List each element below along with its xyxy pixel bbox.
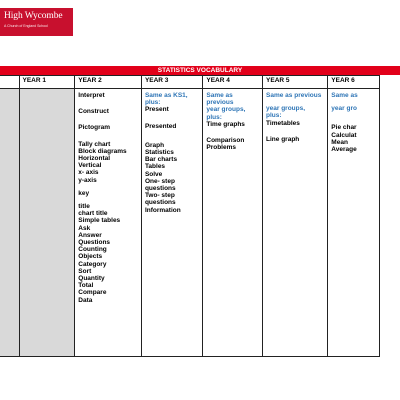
year-6-intro: year gro [331, 105, 357, 113]
year-2-term: Counting [78, 246, 107, 254]
year-6-intro: Same as [331, 92, 358, 99]
year-2-term: Total [78, 282, 94, 290]
year-2-term: Horizontal [78, 155, 111, 163]
year-4-intro: plus: [206, 113, 222, 121]
year-2-term: Vertical [78, 162, 102, 170]
year-2-term: Tally chart [78, 140, 111, 148]
year-2-term: y-axis [78, 176, 97, 184]
column-header-year-2: YEAR 2 [75, 76, 142, 89]
header-row [0, 76, 380, 89]
year-3-intro: plus: [144, 99, 161, 107]
content-row [0, 89, 380, 357]
table-banner-title: STATISTICS VOCABULARY [0, 66, 400, 75]
column-header-year-4: YEAR 4 [203, 76, 263, 89]
year-4-intro: Same as [206, 92, 233, 99]
logo-name: High Wycombe [4, 11, 63, 21]
column-header-year-1: YEAR 1 [19, 76, 75, 89]
year-2-term: Ask [78, 224, 91, 232]
year-5-intro: Same as previous [266, 92, 322, 99]
year-2-term: Category [78, 260, 107, 268]
year-3-term: Tables [144, 163, 166, 171]
eyf-cell [0, 89, 19, 357]
year-3-intro: Same as KS1, [144, 92, 188, 99]
column-header-year-6: YEAR 6 [328, 76, 380, 89]
year-4-intro: year groups, [206, 106, 246, 114]
year-2-term: Pictogram [78, 124, 111, 132]
logo-subtitle: A Church of England School [4, 24, 48, 28]
year-3-cell [141, 89, 202, 357]
year-2-term: Block diagrams [78, 147, 127, 155]
column-header-year-3: YEAR 3 [141, 76, 202, 89]
year-2-term: Simple tables [78, 217, 121, 225]
year-3-term: Two- step [144, 192, 175, 200]
year-3-term: questions [144, 199, 176, 207]
year-2-term: Quantity [78, 275, 105, 283]
year-3-term: Information [144, 206, 181, 214]
year-2-term: x- axis [78, 169, 99, 177]
year-2-term: Data [78, 296, 93, 304]
column-header-year-5: YEAR 5 [263, 76, 328, 89]
year-2-term: chart title [78, 210, 108, 218]
year-2-cell [75, 89, 142, 357]
vocabulary-table [0, 75, 380, 357]
year-3-term: One- step [144, 177, 175, 185]
year-2-term: Questions [78, 239, 111, 247]
school-logo [0, 8, 73, 36]
year-4-term: Problems [206, 144, 236, 152]
year-3-term: Statistics [144, 149, 174, 157]
year-2-term: Interpret [78, 92, 105, 99]
year-6-term: Calculat [331, 131, 357, 139]
year-6-term: Mean [331, 138, 348, 146]
year-3-term: Bar charts [144, 156, 178, 164]
year-2-term: Answer [78, 231, 102, 239]
year-5-intro: year groups, [266, 105, 306, 113]
year-2-term: Construct [78, 108, 109, 116]
year-3-term: Graph [144, 141, 165, 149]
year-6-cell [328, 89, 380, 357]
year-6-term: Average [331, 146, 357, 154]
column-header-eyf [0, 76, 19, 89]
year-2-term: key [78, 189, 90, 197]
year-2-term: title [78, 203, 90, 211]
year-6-term: Pie char [331, 124, 357, 132]
year-5-term: Timetables [266, 119, 300, 127]
year-3-term: Present [144, 106, 169, 114]
year-2-term: Objects [78, 253, 103, 261]
year-2-term: Compare [78, 289, 107, 297]
year-4-term: Time graphs [206, 120, 245, 128]
year-1-cell [19, 89, 75, 357]
year-3-term: questions [144, 185, 176, 193]
year-5-cell [263, 89, 328, 357]
year-3-term: Solve [144, 170, 163, 178]
year-3-term: Presented [144, 122, 177, 130]
year-5-intro: plus: [266, 112, 282, 120]
year-5-term: Line graph [266, 135, 300, 143]
year-4-cell [203, 89, 263, 357]
year-4-intro: previous [206, 99, 234, 107]
year-4-term: Comparison [206, 137, 245, 145]
year-2-term: Sort [78, 267, 92, 275]
